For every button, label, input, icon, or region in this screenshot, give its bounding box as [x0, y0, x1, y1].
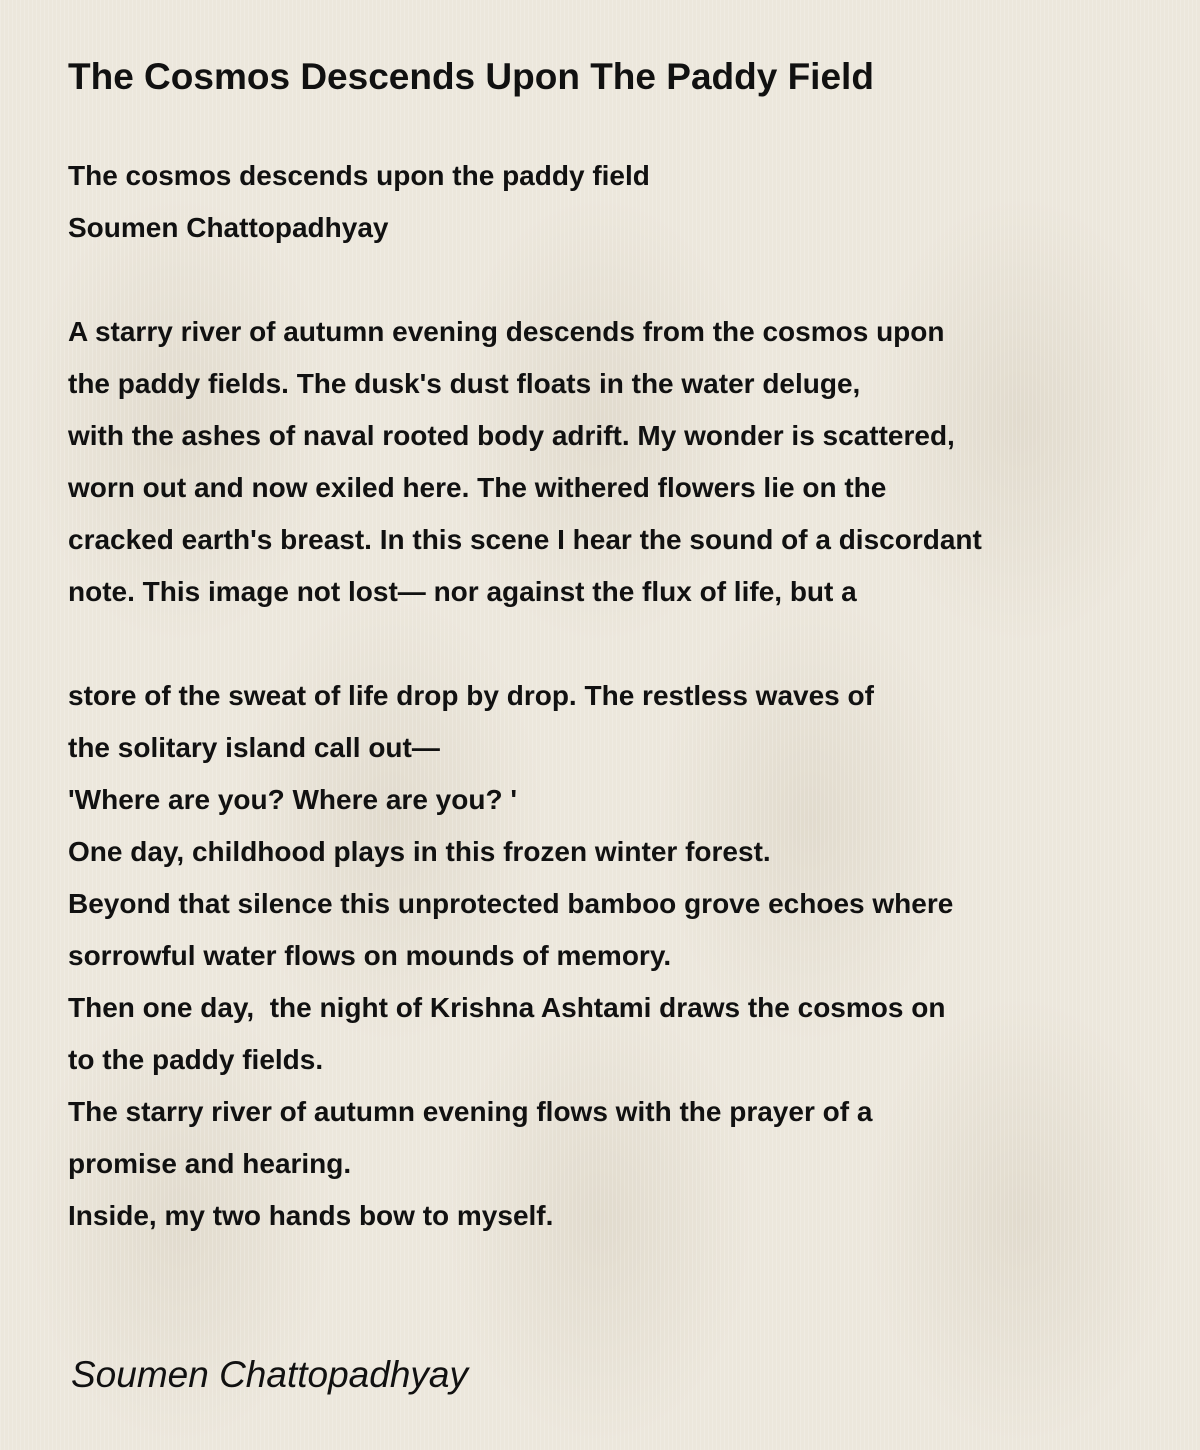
- poem-line: Beyond that silence this unprotected bamboo grove echoes where: [68, 888, 954, 919]
- poem-line: sorrowful water flows on mounds of memory.: [68, 940, 672, 971]
- poem-line: the solitary island call out—: [68, 732, 440, 763]
- poem-line: [68, 618, 1168, 670]
- poem-body: [68, 150, 1168, 1242]
- poem-line: A starry river of autumn evening descends from the cosmos upon: [68, 316, 945, 347]
- poem-line: The starry river of autumn evening flows with the prayer of a: [68, 1096, 873, 1127]
- poem-line: 'Where are you? Where are you? ': [68, 784, 517, 815]
- poem-line: with the ashes of naval rooted body adrift. My wonder is scattered,: [68, 420, 955, 451]
- poem-line: store of the sweat of life drop by drop. The restless waves of: [68, 680, 874, 711]
- poem-title: The Cosmos Descends Upon The Paddy Field: [68, 56, 874, 97]
- poem-line: worn out and now exiled here. The withered flowers lie on the: [68, 472, 887, 503]
- poem-line: Inside, my two hands bow to myself.: [68, 1200, 554, 1231]
- poem-line: [68, 254, 1168, 306]
- poem-line: Then one day, the night of Krishna Ashtami draws the cosmos on: [68, 992, 946, 1023]
- poem-line: One day, childhood plays in this frozen winter forest.: [68, 836, 771, 867]
- poem-line: promise and hearing.: [68, 1148, 352, 1179]
- poem-line: Soumen Chattopadhyay: [68, 212, 389, 243]
- poem-author: Soumen Chattopadhyay: [71, 1354, 468, 1395]
- poem-line: note. This image not lost— nor against the flux of life, but a: [68, 576, 857, 607]
- poem-line: to the paddy fields.: [68, 1044, 324, 1075]
- poem-line: cracked earth's breast. In this scene I hear the sound of a discordant: [68, 524, 982, 555]
- poem-line: The cosmos descends upon the paddy field: [68, 160, 650, 191]
- poem-line: the paddy fields. The dusk's dust floats in the water deluge,: [68, 368, 861, 399]
